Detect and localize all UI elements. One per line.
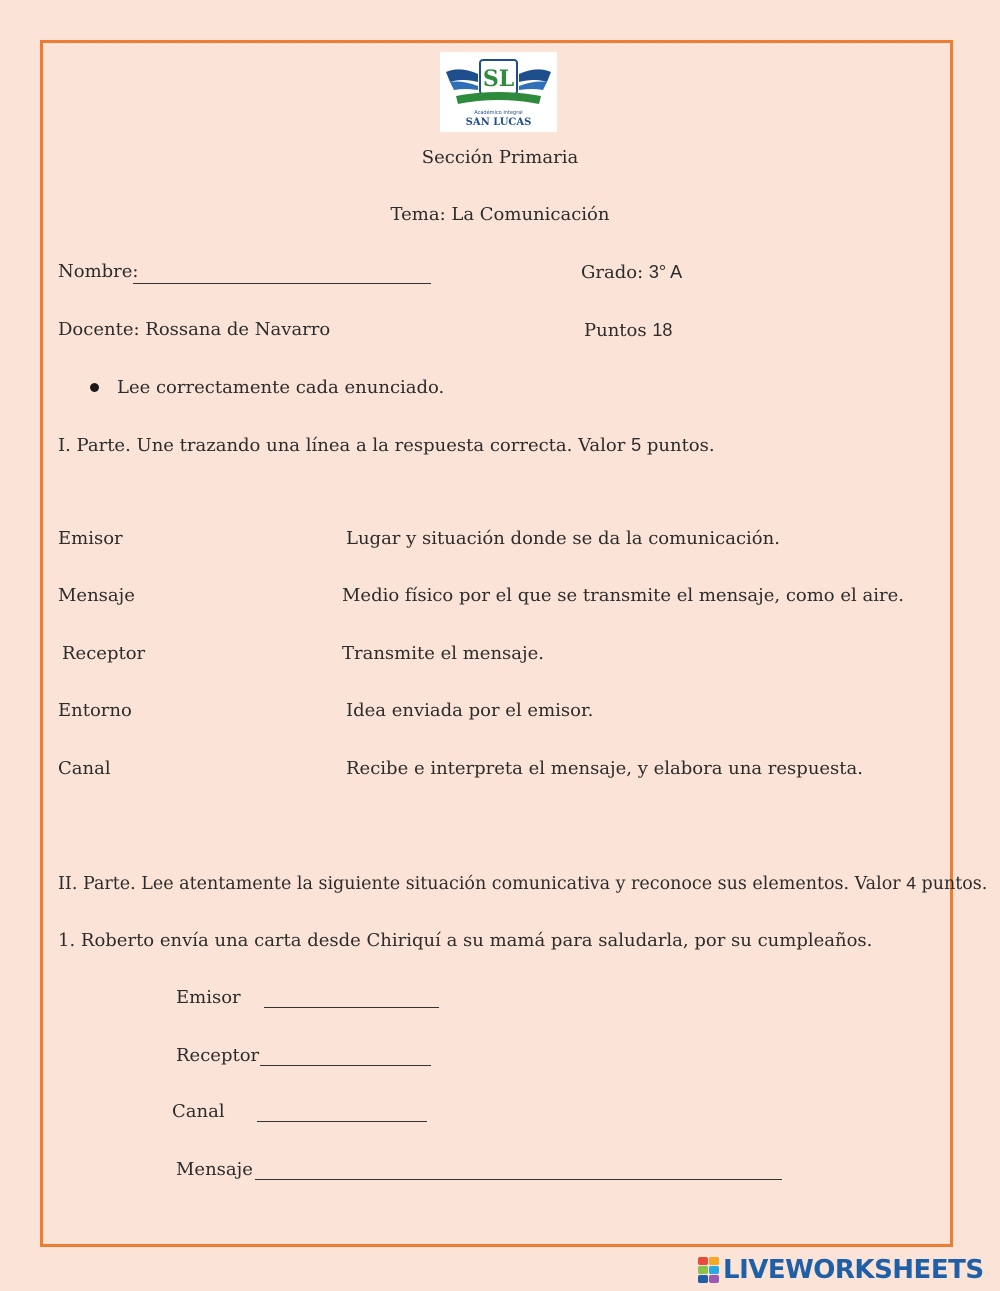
liveworksheets-text: LIVEWORKSHEETS <box>723 1255 984 1285</box>
definition-5[interactable]: Recibe e interpreta el mensaje, y elabora una respuesta. <box>346 758 863 779</box>
part2-question: 1. Roberto envía una carta desde Chiriquí a su mamá para saludarla, por su cumpleaños. <box>58 930 873 951</box>
mensaje-answer-input[interactable] <box>255 1179 782 1180</box>
receptor-answer-input[interactable] <box>260 1065 431 1066</box>
definition-2[interactable]: Medio físico por el que se transmite el mensaje, como el aire. <box>342 585 904 606</box>
definition-1[interactable]: Lugar y situación donde se da la comunicación. <box>346 528 780 549</box>
teacher-label: Docente: Rossana de Navarro <box>58 319 331 340</box>
definition-3[interactable]: Transmite el mensaje. <box>342 643 544 664</box>
term-canal[interactable]: Canal <box>58 758 111 779</box>
topic-title: Tema: La Comunicación <box>390 204 610 225</box>
left-wing-icon <box>446 69 478 82</box>
logo-monogram: SL <box>482 66 515 92</box>
term-mensaje[interactable]: Mensaje <box>58 585 135 606</box>
blank-label-receptor: Receptor <box>176 1045 260 1066</box>
points-field: Puntos 18 <box>584 320 673 341</box>
term-receptor[interactable]: Receptor <box>62 643 146 664</box>
right-wing-icon <box>519 69 551 82</box>
definition-4[interactable]: Idea enviada por el emisor. <box>346 700 594 721</box>
bullet-icon <box>90 383 99 392</box>
name-blank[interactable] <box>133 283 431 284</box>
liveworksheets-brand[interactable] <box>698 1256 984 1284</box>
blank-label-emisor: Emisor <box>176 987 241 1008</box>
part1-heading: I. Parte. Une trazando una línea a la respuesta correcta. Valor 5 puntos. <box>58 435 715 456</box>
name-label: Nombre: <box>58 261 139 282</box>
instruction-text: Lee correctamente cada enunciado. <box>117 377 445 398</box>
emisor-answer-input[interactable] <box>264 1007 439 1008</box>
grade-value: 3° A <box>648 262 683 282</box>
blank-label-mensaje: Mensaje <box>176 1159 253 1180</box>
canal-answer-input[interactable] <box>257 1121 427 1122</box>
part2-heading: II. Parte. Lee atentamente la siguiente situación comunicativa y reconoce sus elementos. Valor 4 puntos. <box>58 873 988 894</box>
section-title: Sección Primaria <box>421 147 579 168</box>
term-entorno[interactable]: Entorno <box>58 700 132 721</box>
liveworksheets-logo-icon <box>698 1257 719 1283</box>
logo-caption: SAN LUCAS <box>465 117 532 128</box>
svg-text:Académico Integral: Académico Integral <box>474 110 523 116</box>
points-value: 18 <box>652 320 673 340</box>
school-logo <box>440 52 557 132</box>
blank-label-canal: Canal <box>172 1101 225 1122</box>
grade-field: Grado: 3° A <box>581 262 683 283</box>
term-emisor[interactable]: Emisor <box>58 528 123 549</box>
